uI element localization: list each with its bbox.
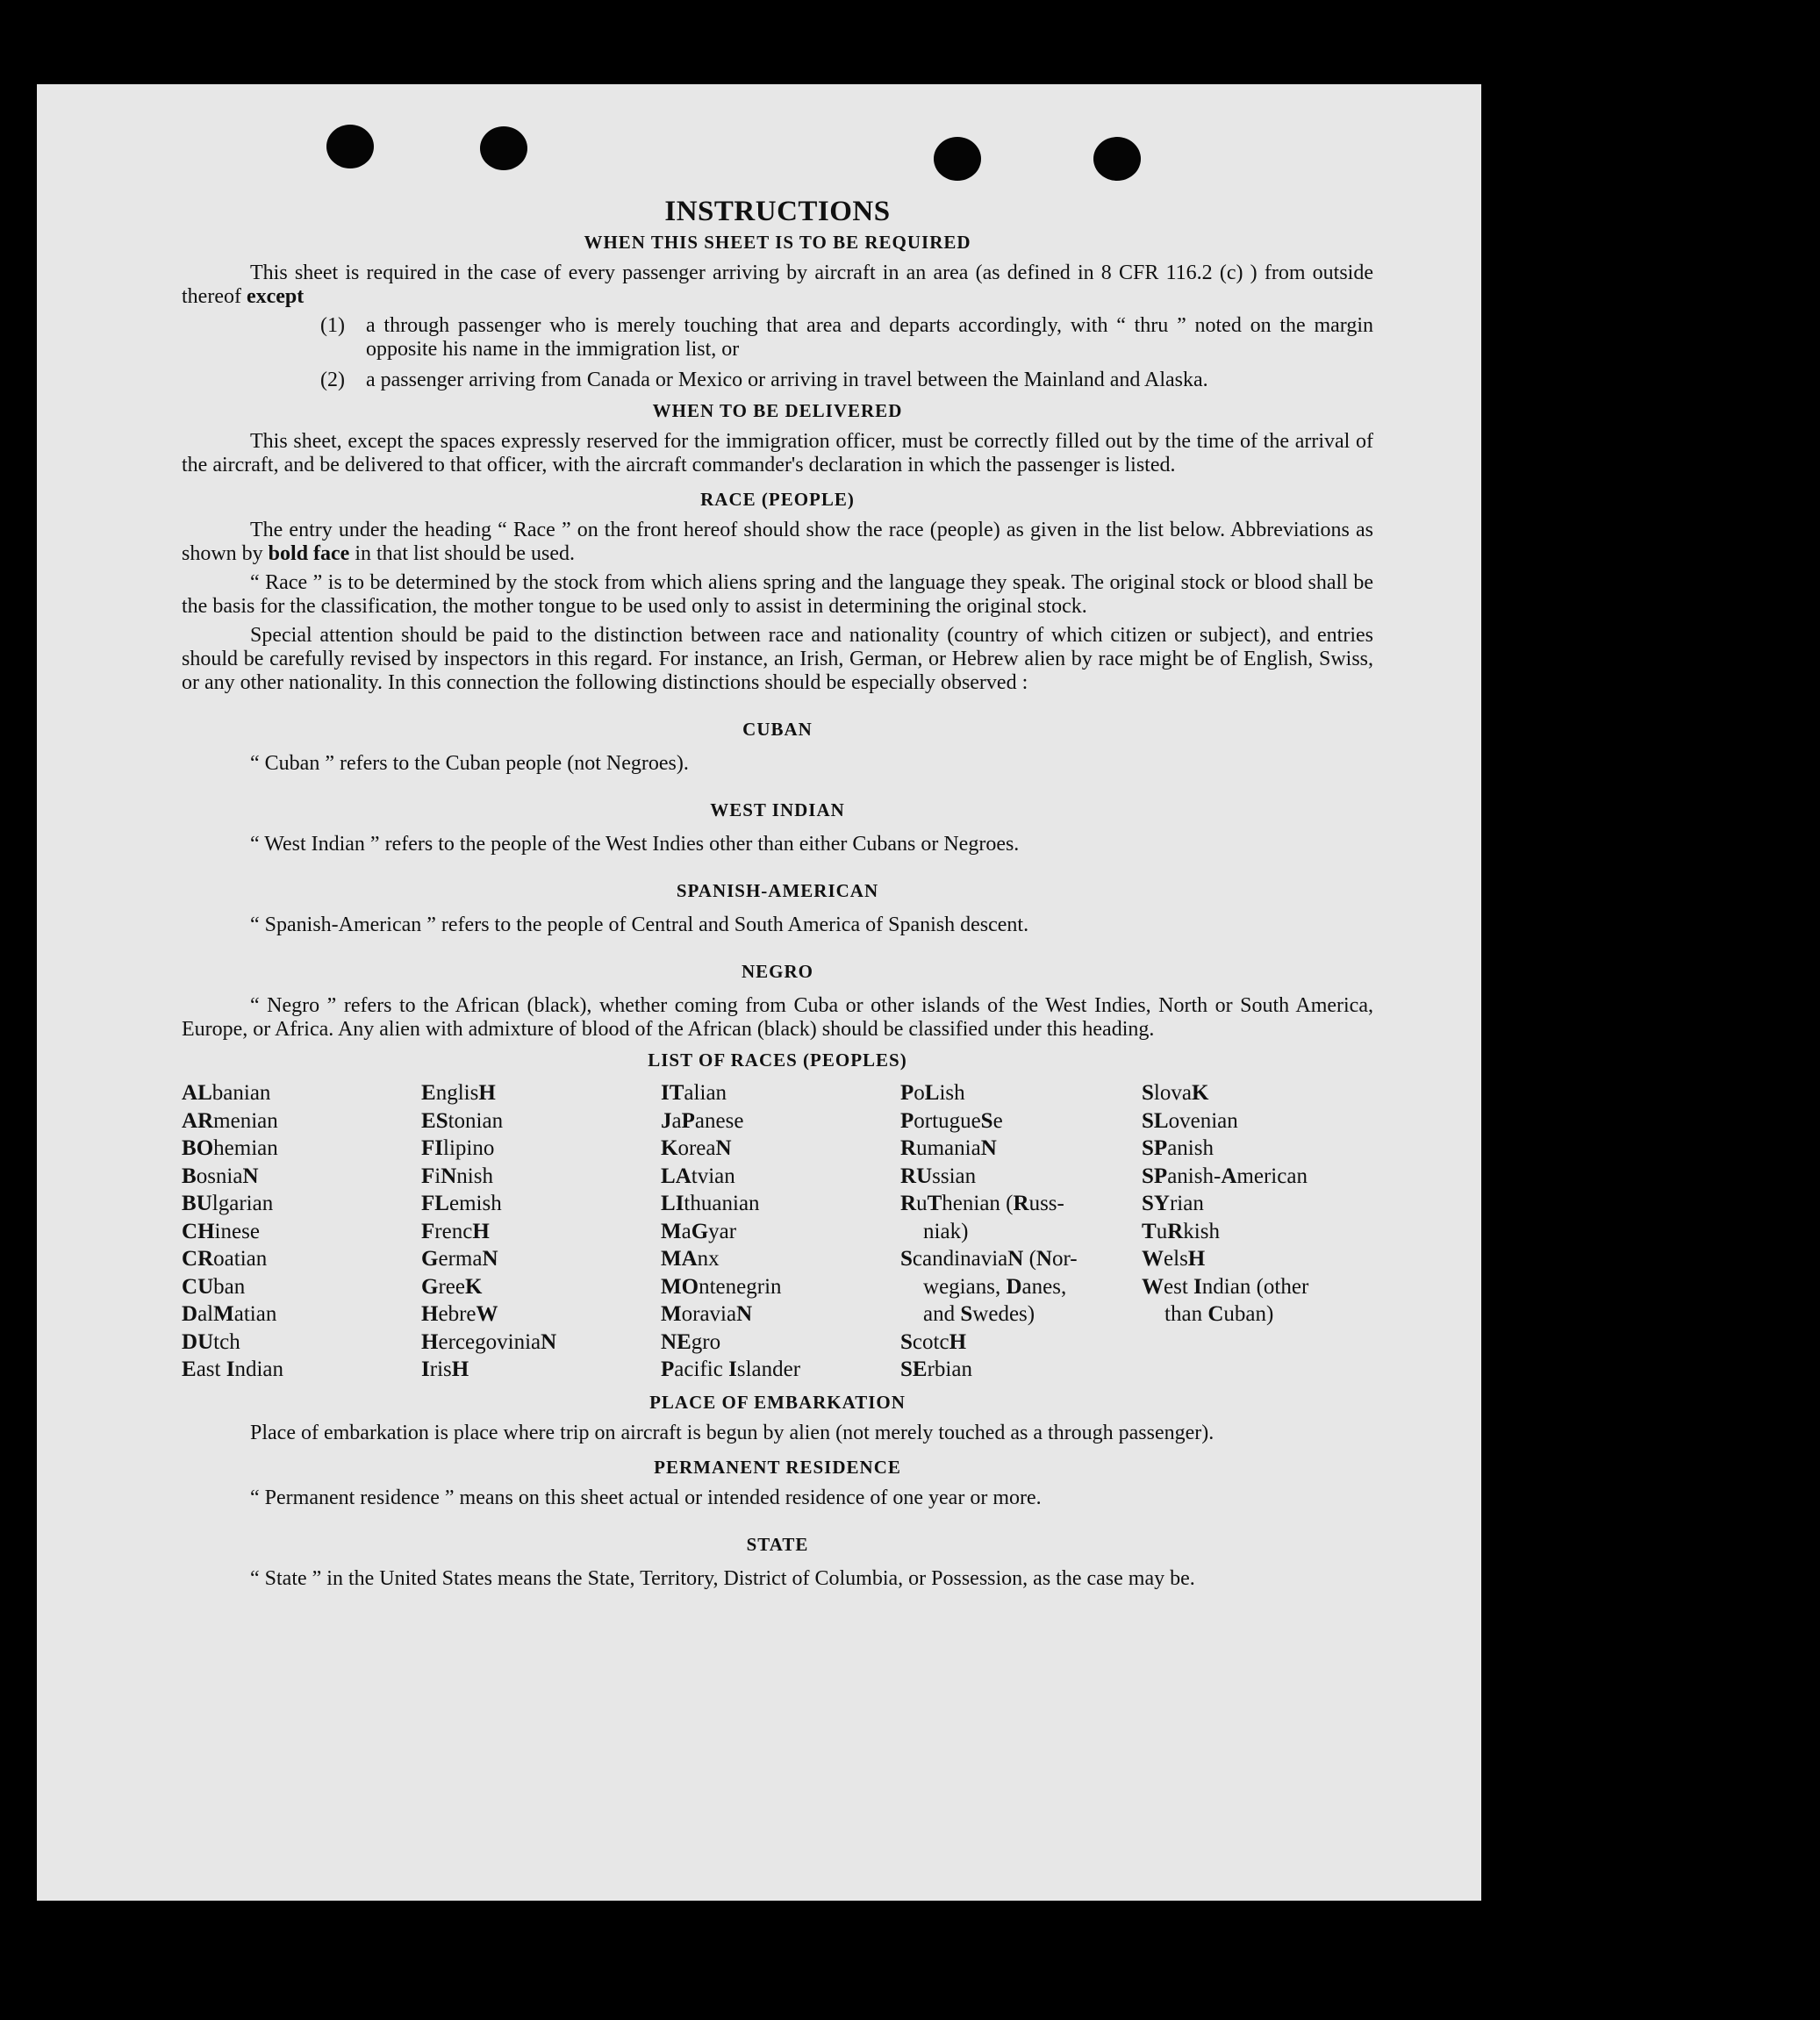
race-entry: ALbanian (182, 1081, 271, 1105)
race-entry: SErbian (900, 1357, 972, 1381)
exception-item: (1) a through passenger who is merely touching that area and departs accordingly, with “ thru ” noted on the margin opposite his name in the immigration list, or (320, 314, 1373, 361)
races-table (182, 1079, 1373, 1384)
race-entry: PoLish (900, 1081, 965, 1105)
punch-hole (934, 137, 981, 181)
races-column (661, 1079, 900, 1384)
race-entry: BOhemian (182, 1136, 278, 1160)
race-entry: LIthuanian (661, 1192, 760, 1215)
residence-text: “ Permanent residence ” means on this sheet actual or intended residence of one year or more. (250, 1486, 1042, 1509)
race-entry: RuThenian (Russ- (900, 1192, 1064, 1215)
race-entry: niak) (923, 1219, 969, 1243)
punch-hole (1093, 137, 1141, 181)
race-entry: WelsH (1142, 1247, 1206, 1271)
when-delivered-text: This sheet, except the spaces expressly reserved for the immigration officer, must be correctly filled out by the time of the arrival of the aircraft, and be delivered to that officer, with the aircraft commander's declaration in which the passenger is listed. (182, 430, 1373, 476)
races-column (182, 1079, 421, 1384)
race-paragraph: “ Race ” is to be determined by the stock from which aliens spring and the language they speak. The original stock or blood shall be the basis for the classification, the mother tongue to be used only to assist in determining the original stock. (182, 571, 1373, 618)
race-entry: LAtvian (661, 1164, 735, 1188)
race-entry: ScotcH (900, 1329, 967, 1354)
races-column (1142, 1079, 1373, 1384)
section-heading-state: STATE (746, 1533, 809, 1555)
race-entry: FiNnish (421, 1164, 493, 1188)
race-entry: SlovaK (1142, 1081, 1209, 1105)
section-heading-residence: PERMANENT RESIDENCE (654, 1456, 901, 1478)
race-entry: IrisH (421, 1357, 469, 1381)
exception-item: (2) a passenger arriving from Canada or Mexico or arriving in travel between the Mainland and Alaska. (320, 369, 1208, 391)
section-heading-cuban: CUBAN (742, 719, 813, 740)
race-entry: GermaN (421, 1247, 498, 1271)
race-entry: CHinese (182, 1219, 260, 1243)
race-entry: Pacific Islander (661, 1357, 801, 1381)
race-entry: TuRkish (1142, 1219, 1220, 1243)
instructions-body (182, 196, 1373, 1596)
race-entry: BosniaN (182, 1164, 259, 1188)
race-entry: SPanish (1142, 1136, 1214, 1160)
race-entry: GreeK (421, 1274, 483, 1299)
race-entry: HercegoviniaN (421, 1329, 557, 1354)
negro-text: “ Negro ” refers to the African (black), whether coming from Cuba or other islands of the West Indies, North or South America, Europe, or Africa. Any alien with admixture of blood of the African (black) should be classified under this heading. (182, 994, 1373, 1041)
race-entry: SYrian (1142, 1192, 1204, 1215)
race-entry: than Cuban) (1164, 1302, 1274, 1326)
race-entry: ITalian (661, 1081, 727, 1105)
section-heading-west-indian: WEST INDIAN (710, 799, 845, 820)
race-entry: MAnx (661, 1247, 720, 1271)
race-entry: PortugueSe (900, 1108, 1003, 1133)
race-entry: SLovenian (1142, 1108, 1238, 1133)
race-entry: BUlgarian (182, 1192, 274, 1215)
race-entry: EnglisH (421, 1081, 496, 1105)
race-entry: CRoatian (182, 1247, 268, 1271)
race-entry: HebreW (421, 1302, 498, 1326)
race-entry: wegians, Danes, (923, 1274, 1067, 1299)
race-entry: West Indian (other (1142, 1274, 1309, 1299)
punch-hole (326, 125, 374, 168)
west-indian-text: “ West Indian ” refers to the people of the West Indies other than either Cubans or Negroes. (250, 833, 1020, 856)
race-entry: East Indian (182, 1357, 284, 1381)
section-heading-spanish-american: SPANISH-AMERICAN (676, 880, 879, 901)
punch-hole (480, 126, 527, 170)
race-entry: EStonian (421, 1108, 504, 1133)
race-entry: MaGyar (661, 1219, 737, 1243)
section-heading-list-of-races: LIST OF RACES (PEOPLES) (648, 1049, 907, 1071)
race-entry: FLemish (421, 1192, 502, 1215)
section-heading-when-required: WHEN THIS SHEET IS TO BE REQUIRED (584, 232, 971, 253)
race-paragraph: Special attention should be paid to the distinction between race and nationality (country of which citizen or subject), and entries should be carefully revised by inspectors in this regard. For instance, an Irish, German, or Hebrew alien by race might be of English, Swiss, or any other nationality. In this connection the following distinctions should be especially observed : (182, 624, 1373, 694)
race-entry: NEgro (661, 1329, 721, 1354)
embarkation-text: Place of embarkation is place where trip on aircraft is begun by alien (not merely touched as a through passenger). (250, 1421, 1215, 1444)
race-entry: FIlipino (421, 1136, 495, 1160)
race-entry: and Swedes) (923, 1302, 1035, 1326)
races-column (421, 1079, 661, 1384)
race-entry: ARmenian (182, 1108, 278, 1133)
section-heading-negro: NEGRO (741, 961, 813, 982)
race-entry: JaPanese (661, 1108, 744, 1133)
cuban-text: “ Cuban ” refers to the Cuban people (not Negroes). (250, 752, 689, 775)
race-entry: DUtch (182, 1329, 240, 1354)
race-entry: RumaniaN (900, 1136, 997, 1160)
when-required-intro: This sheet is required in the case of every passenger arriving by aircraft in an area (as defined in 8 CFR 116.2 (c) ) from outside thereof except (182, 261, 1373, 308)
race-paragraph: The entry under the heading “ Race ” on the front hereof should show the race (people) as given in the list below. Abbreviations as shown by bold face in that list should be used. (182, 519, 1373, 565)
race-entry: KoreaN (661, 1136, 732, 1160)
race-entry: RUssian (900, 1164, 977, 1188)
race-entry: FrencH (421, 1219, 490, 1243)
document-page (37, 84, 1481, 1901)
races-column (900, 1079, 1142, 1384)
section-heading-embarkation: PLACE OF EMBARKATION (649, 1391, 906, 1413)
page-title: INSTRUCTIONS (664, 196, 891, 227)
race-entry: DalMatian (182, 1302, 277, 1326)
race-entry: ScandinaviaN (Nor- (900, 1247, 1078, 1271)
race-entry: MoraviaN (661, 1302, 753, 1326)
state-text: “ State ” in the United States means the State, Territory, District of Columbia, or Possession, as the case may be. (250, 1566, 1195, 1590)
race-entry: CUban (182, 1274, 246, 1299)
spanish-american-text: “ Spanish-American ” refers to the people of Central and South America of Spanish descent. (250, 913, 1029, 936)
section-heading-when-delivered: WHEN TO BE DELIVERED (652, 400, 903, 421)
section-heading-race: RACE (PEOPLE) (700, 489, 855, 510)
race-entry: SPanish-American (1142, 1164, 1308, 1188)
race-entry: MOntenegrin (661, 1274, 782, 1299)
